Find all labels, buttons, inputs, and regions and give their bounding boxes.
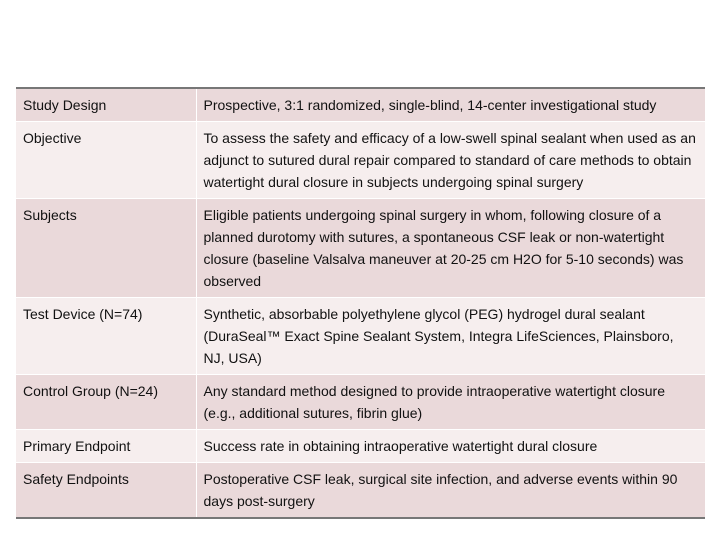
table-row: [16, 430, 705, 463]
table-row: [16, 88, 705, 122]
row-value: To assess the safety and efficacy of a low-swell spinal sealant when used as an adjunct to sutured dural repair compared to standard of care methods to obtain watertight dural closure in subjects undergoing spinal surgery: [196, 122, 705, 199]
row-label: Objective: [16, 122, 196, 199]
row-value: Eligible patients undergoing spinal surgery in whom, following closure of a planned durotomy with sutures, a spontaneous CSF leak or non-watertight closure (baseline Valsalva maneuver at 20-25 cm H2O for 5-10 seconds) was observed: [196, 199, 705, 298]
row-label: Primary Endpoint: [16, 430, 196, 463]
table-row: [16, 122, 705, 199]
row-value: Success rate in obtaining intraoperative watertight dural closure: [196, 430, 705, 463]
table-row: [16, 199, 705, 298]
row-value: Postoperative CSF leak, surgical site infection, and adverse events within 90 days post-surgery: [196, 463, 705, 519]
table-row: [16, 463, 705, 519]
study-summary-table: [16, 87, 705, 519]
row-label: Subjects: [16, 199, 196, 298]
row-label: Safety Endpoints: [16, 463, 196, 519]
table-row: [16, 375, 705, 430]
row-value: Synthetic, absorbable polyethylene glycol (PEG) hydrogel dural sealant (DuraSeal™ Exact Spine Sealant System, Integra LifeSciences, Plainsboro, NJ, USA): [196, 298, 705, 375]
row-label: Control Group (N=24): [16, 375, 196, 430]
table-row: [16, 298, 705, 375]
row-label: Test Device (N=74): [16, 298, 196, 375]
row-value: Any standard method designed to provide intraoperative watertight closure (e.g., additional sutures, fibrin glue): [196, 375, 705, 430]
row-value: Prospective, 3:1 randomized, single-blind, 14-center investigational study: [196, 88, 705, 122]
row-label: Study Design: [16, 88, 196, 122]
